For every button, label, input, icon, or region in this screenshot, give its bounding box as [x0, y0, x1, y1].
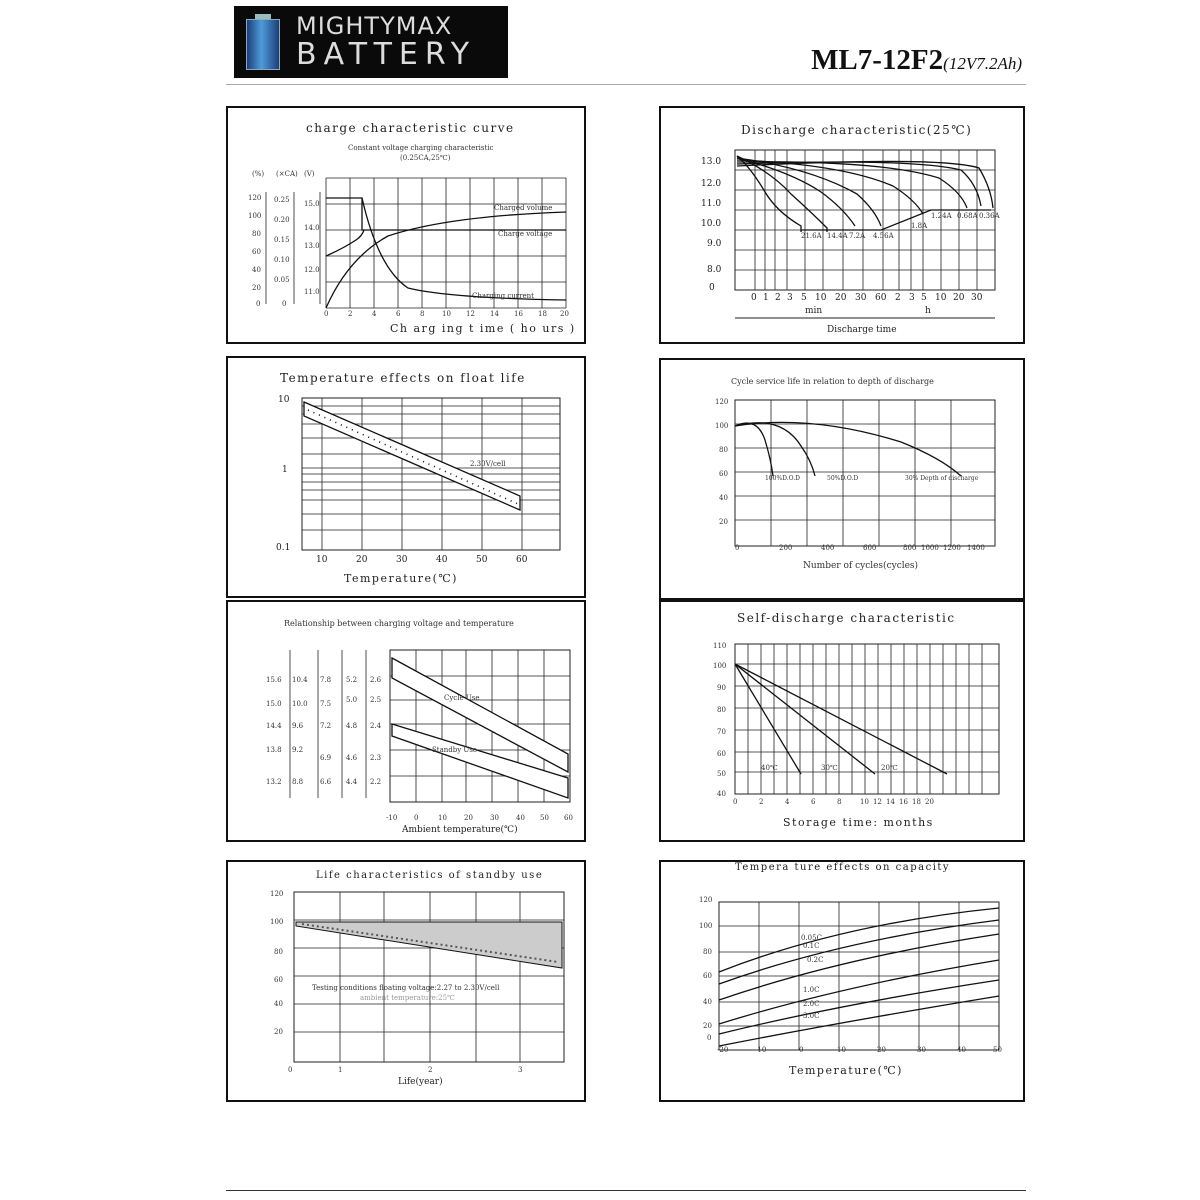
standby-life-x-tick: 1 [338, 1066, 343, 1074]
discharge-x-tick: 5 [921, 293, 927, 303]
capacity-x-tick: 30 [917, 1046, 926, 1054]
cycle-x-tick: 1400 [967, 544, 985, 552]
capacity-x-tick: 20 [877, 1046, 886, 1054]
cv-col1-value: 15.6 [266, 676, 282, 684]
capacity-title: Tempera ture effects on capacity [735, 862, 951, 873]
cv-col4-value: 4.4 [346, 778, 358, 786]
cv-col5-value: 2.5 [370, 696, 382, 704]
discharge-grid [735, 150, 995, 290]
battery-icon [246, 14, 280, 70]
cycle-x-tick: 400 [821, 544, 835, 552]
capacity-y-ticks [699, 896, 712, 1042]
float-life-y-tick: 10 [278, 395, 290, 405]
cycle-use-label: Cycle Use [444, 694, 480, 702]
discharge-x-tick: 20 [835, 293, 847, 303]
discharge-x-ticks-h [895, 293, 983, 303]
cycle-y-ticks [715, 398, 728, 526]
standby-life-y-tick: 60 [274, 976, 283, 984]
discharge-x-tick: 30 [855, 293, 867, 303]
self-discharge-x-tick: 0 [733, 798, 738, 806]
unit-min: min [805, 306, 823, 316]
cycle-x-tick: 1200 [943, 544, 961, 552]
charge-y3-tick: 11.0 [304, 288, 320, 296]
charge-y1-tick: 20 [252, 284, 261, 292]
cv-col4 [346, 676, 358, 786]
capacity-x-tick: 50 [993, 1046, 1002, 1054]
cv-col1-value: 13.8 [266, 746, 282, 754]
model-spec: (12V7.2Ah) [943, 54, 1022, 73]
charge-y1-tick: 120 [248, 194, 262, 202]
charge-subtitle2: (0.25CA,25℃) [400, 154, 451, 162]
self-discharge-x-ticks [733, 798, 934, 806]
discharge-curve-label: 7.2A [849, 232, 866, 240]
cv-x-tick: 60 [564, 814, 573, 822]
discharge-y-tick: 8.0 [707, 265, 722, 275]
brand-line2: BATTERY [296, 37, 477, 72]
standby-life-y-tick: 100 [270, 918, 284, 926]
discharge-x-tick: 30 [971, 293, 983, 303]
charge-y3-tick: 15.0 [304, 200, 320, 208]
discharge-y-tick: 12.0 [701, 179, 722, 189]
self-discharge-x-tick: 10 [860, 798, 869, 806]
cycle-y-tick: 100 [715, 422, 729, 430]
cycle-x-tick: 200 [779, 544, 793, 552]
cv-col5-value: 2.6 [370, 676, 382, 684]
cv-xlabel: Ambient temperature(℃) [402, 825, 518, 835]
discharge-x-tick: 20 [953, 293, 965, 303]
self-discharge-y-tick: 70 [717, 728, 726, 736]
charge-y1-tick: 100 [248, 212, 262, 220]
cv-col3-value: 7.2 [320, 722, 332, 730]
curve-50-dod [735, 423, 815, 476]
standby-life-grid [294, 892, 564, 1062]
charge-x-tick: 16 [514, 310, 523, 318]
float-life-x-tick: 50 [476, 555, 488, 565]
cv-col3 [320, 676, 332, 786]
self-discharge-x-tick: 14 [886, 798, 895, 806]
self-discharge-y-tick: 80 [717, 706, 726, 714]
cv-col2-value: 8.8 [292, 778, 304, 786]
footer-divider [226, 1190, 1026, 1191]
cv-col5-value: 2.4 [370, 722, 382, 730]
cycle-xlabel: Number of cycles(cycles) [803, 561, 919, 571]
standby-note2: ambient temperature:25℃ [360, 994, 455, 1002]
cycle-y-tick: 20 [719, 518, 728, 526]
charge-x-tick: 12 [466, 310, 475, 318]
standby-life-panel [226, 860, 586, 1102]
standby-life-y-ticks [270, 890, 283, 1036]
capacity-grid [719, 902, 999, 1050]
discharge-x-tick: 5 [801, 293, 807, 303]
charge-voltage-title: Relationship between charging voltage and temperature [284, 619, 514, 628]
charge-y1-tick: 0 [256, 300, 261, 308]
self-discharge-curve-label: 20℃ [881, 764, 898, 772]
discharge-x-tick: 1 [763, 293, 769, 303]
discharge-x-tick: 2 [775, 293, 781, 303]
cv-col1 [266, 676, 282, 786]
charge-x-tick: 18 [538, 310, 547, 318]
cv-col2-value: 10.4 [292, 676, 308, 684]
capacity-curve-label: 0.2C [807, 956, 824, 964]
discharge-y-tick: 11.0 [701, 199, 722, 209]
standby-note1: Testing conditions floating voltage:2.27 to 2.30V/cell [312, 984, 500, 992]
discharge-y-tick: 10.0 [701, 219, 722, 229]
self-discharge-curve-label: 40℃ [761, 764, 778, 772]
standby-life-x-tick: 0 [288, 1066, 293, 1074]
charge-y1-ticks [248, 194, 261, 308]
discharge-x-tick: 0 [751, 293, 757, 303]
charge-x-tick: 20 [560, 310, 569, 318]
charge-y2-tick: 0.05 [274, 276, 290, 284]
capacity-x-tick: 10 [837, 1046, 846, 1054]
discharge-curve-label: 0.68A [957, 212, 978, 220]
cycle-y-tick: 60 [719, 470, 728, 478]
self-discharge-y-tick: 90 [717, 684, 726, 692]
self-discharge-x-tick: 4 [785, 798, 790, 806]
charged-volume-label: Charged volume [494, 204, 553, 212]
brand-line1: MIGHTYMAX [296, 12, 453, 40]
curve-0-05c [719, 908, 999, 972]
unit-h: h [925, 306, 931, 316]
capacity-x-tick: -10 [755, 1046, 767, 1054]
charge-voltage-label: Charge voltage [498, 230, 553, 238]
cv-x-tick: 30 [490, 814, 499, 822]
float-life-x-tick: 10 [316, 555, 328, 565]
col-head-percent: (%) [252, 170, 265, 178]
self-discharge-x-tick: 20 [925, 798, 934, 806]
standby-use-label: Standby Use [432, 746, 478, 754]
cv-x-ticks [386, 814, 573, 822]
capacity-curve-labels [801, 934, 824, 1020]
capacity-y-tick: 80 [703, 948, 712, 956]
cv-col4-value: 5.0 [346, 696, 358, 704]
cycle-x-tick: 600 [863, 544, 877, 552]
float-life-band [304, 402, 520, 510]
discharge-curve-label: 1.24A [931, 212, 952, 220]
charge-x-tick: 14 [490, 310, 499, 318]
charge-y3-tick: 12.0 [304, 266, 320, 274]
cycle-life-panel [659, 358, 1025, 600]
charge-y2-ticks [274, 196, 290, 308]
discharge-x-tick: 10 [815, 293, 827, 303]
cv-col2-value: 10.0 [292, 700, 308, 708]
charge-title: charge characteristic curve [306, 121, 515, 135]
standby-life-y-tick: 120 [270, 890, 284, 898]
cv-col3-value: 7.5 [320, 700, 332, 708]
self-discharge-x-tick: 18 [912, 798, 921, 806]
cv-x-tick: 20 [464, 814, 473, 822]
cycle-curve-label: 100%D.O.D [765, 475, 800, 482]
cv-col4-value: 5.2 [346, 676, 358, 684]
discharge-y-tick: 0 [709, 283, 715, 293]
capacity-curve-label: 3.0C [803, 1012, 820, 1020]
charge-voltage-rise-curve [326, 230, 364, 256]
cv-col5 [370, 676, 382, 786]
charge-y1-tick: 40 [252, 266, 261, 274]
discharge-x-tick: 2 [895, 293, 901, 303]
cv-x-tick: -10 [386, 814, 398, 822]
charge-y2-tick: 0 [282, 300, 287, 308]
float-life-panel [226, 356, 586, 598]
capacity-x-tick: 40 [957, 1046, 966, 1054]
capacity-y-tick: 20 [703, 1022, 712, 1030]
float-life-title: Temperature effects on float life [280, 371, 526, 385]
capacity-xlabel: Temperature(℃) [789, 1064, 903, 1077]
charge-x-tick: 8 [420, 310, 425, 318]
cv-col1-value: 15.0 [266, 700, 282, 708]
cycle-curve-label: 30% Depth of discharge [905, 475, 979, 482]
charge-y1-tick: 80 [252, 230, 261, 238]
charge-voltage-temperature-panel [226, 600, 586, 842]
discharge-characteristic-panel [659, 106, 1025, 344]
standby-life-y-tick: 80 [274, 948, 283, 956]
float-life-x-tick: 40 [436, 555, 448, 565]
discharge-x-tick: 10 [935, 293, 947, 303]
cv-col5-value: 2.2 [370, 778, 382, 786]
cv-col1-value: 14.4 [266, 722, 282, 730]
charge-x-tick: 10 [442, 310, 451, 318]
discharge-curve-label: 1.8A [911, 222, 928, 230]
self-discharge-title: Self-discharge characteristic [737, 611, 956, 625]
float-life-band-label: 2.30V/cell [470, 460, 506, 468]
capacity-y-tick: 0 [707, 1034, 712, 1042]
charge-x-tick: 4 [372, 310, 377, 318]
discharge-x-tick: 3 [909, 293, 915, 303]
cycle-y-tick: 120 [715, 398, 729, 406]
capacity-y-tick: 40 [703, 998, 712, 1006]
charge-y2-tick: 0.10 [274, 256, 290, 264]
self-discharge-y-tick: 110 [713, 642, 727, 650]
discharge-x-tick: 60 [875, 293, 887, 303]
discharge-curve-label: 21.6A [801, 232, 822, 240]
cycle-y-tick: 40 [719, 494, 728, 502]
float-life-x-ticks [316, 555, 528, 565]
curve-14-4a [737, 156, 827, 232]
charge-x-ticks [324, 310, 569, 318]
charge-x-tick: 2 [348, 310, 353, 318]
capacity-y-tick: 60 [703, 972, 712, 980]
cv-col3-value: 6.9 [320, 754, 332, 762]
capacity-curve-label: 0.05C [801, 934, 822, 942]
discharge-x-ticks-min [751, 293, 887, 303]
standby-life-band [296, 922, 562, 968]
discharge-x-tick: 3 [787, 293, 793, 303]
charge-y2-tick: 0.15 [274, 236, 290, 244]
capacity-curve-label: 1.0C [803, 986, 820, 994]
discharge-curve-labels [801, 212, 1001, 240]
float-life-y-tick: 1 [282, 465, 288, 475]
self-discharge-y-ticks [713, 642, 726, 798]
self-discharge-y-tick: 60 [717, 750, 726, 758]
col-head-ca: (×CA) [276, 170, 298, 178]
charge-y2-tick: 0.20 [274, 216, 290, 224]
cv-col2-value: 9.2 [292, 746, 304, 754]
charge-y2-tick: 0.25 [274, 196, 290, 204]
charging-current-label: Charging current [472, 292, 534, 300]
self-discharge-x-tick: 12 [873, 798, 882, 806]
self-discharge-x-tick: 8 [837, 798, 842, 806]
curve-30-dod [735, 422, 961, 476]
float-life-xlabel: Temperature(℃) [344, 572, 458, 585]
standby-life-x-tick: 3 [518, 1066, 523, 1074]
cv-col4-value: 4.8 [346, 722, 358, 730]
float-life-x-tick: 20 [356, 555, 368, 565]
capacity-x-tick: 0 [799, 1046, 804, 1054]
cycle-y-tick: 80 [719, 446, 728, 454]
charge-characteristic-panel [226, 106, 586, 344]
self-discharge-x-tick: 2 [759, 798, 764, 806]
header-divider [226, 84, 1026, 85]
cycle-title: Cycle service life in relation to depth of discharge [731, 377, 934, 386]
cv-x-tick: 10 [438, 814, 447, 822]
discharge-y-tick: 9.0 [707, 239, 722, 249]
brand-logo [234, 6, 508, 78]
cv-col1-value: 13.2 [266, 778, 282, 786]
curve-20c [735, 664, 947, 774]
standby-life-y-tick: 20 [274, 1028, 283, 1036]
capacity-x-tick: -20 [717, 1046, 729, 1054]
self-discharge-x-tick: 16 [899, 798, 908, 806]
cycle-x-ticks [735, 544, 985, 552]
standby-life-x-tick: 2 [428, 1066, 433, 1074]
cv-col3-value: 7.8 [320, 676, 332, 684]
float-life-y-tick: 0.1 [276, 543, 291, 553]
standby-use-band [392, 724, 568, 798]
capacity-curve-label: 0.1C [803, 942, 820, 950]
cycle-x-tick: 0 [735, 544, 740, 552]
self-discharge-curve-label: 30℃ [821, 764, 838, 772]
curve-100-dod [735, 423, 773, 476]
self-discharge-panel [659, 600, 1025, 842]
float-life-x-tick: 60 [516, 555, 528, 565]
capacity-y-tick: 120 [699, 896, 713, 904]
cv-col2-value: 9.6 [292, 722, 304, 730]
self-discharge-y-tick: 40 [717, 790, 726, 798]
self-discharge-y-tick: 100 [713, 662, 727, 670]
charge-xlabel: Ch arg ing t ime ( ho urs ) [390, 322, 576, 335]
standby-life-title: Life characteristics of standby use [316, 870, 544, 881]
standby-life-y-tick: 40 [274, 1000, 283, 1008]
col-head-v: (V) [304, 170, 315, 178]
model-name: ML7-12F2 [811, 44, 944, 76]
cv-col4-value: 4.6 [346, 754, 358, 762]
discharge-curve-label: 4.56A [873, 232, 894, 240]
discharge-y-ticks [701, 157, 722, 293]
standby-life-xlabel: Life(year) [398, 1077, 443, 1087]
discharge-y-tick: 13.0 [701, 157, 722, 167]
charge-y3-ticks [304, 200, 320, 296]
discharge-curve-label: 0.36A [979, 212, 1000, 220]
cycle-x-tick: 800 [903, 544, 917, 552]
discharge-curve-label: 14.4A [827, 232, 848, 240]
capacity-y-tick: 100 [699, 922, 713, 930]
self-discharge-x-tick: 6 [811, 798, 816, 806]
capacity-curve-label: 2.0C [803, 1000, 820, 1008]
charge-y3-tick: 14.0 [304, 224, 320, 232]
cycle-curve-label: 50%D.O.D [827, 475, 859, 482]
charge-subtitle1: Constant voltage charging characteristic [348, 144, 494, 152]
charge-y3-tick: 13.0 [304, 242, 320, 250]
float-life-x-tick: 30 [396, 555, 408, 565]
curve-30c [735, 664, 875, 774]
cv-col3-value: 6.6 [320, 778, 332, 786]
charge-y1-tick: 60 [252, 248, 261, 256]
discharge-xlabel: Discharge time [827, 325, 897, 335]
charge-x-tick: 6 [396, 310, 401, 318]
cycle-x-tick: 1000 [921, 544, 939, 552]
cv-col5-value: 2.3 [370, 754, 382, 762]
capacity-temperature-panel [659, 860, 1025, 1102]
cv-x-tick: 0 [414, 814, 419, 822]
charge-x-tick: 0 [324, 310, 329, 318]
cv-col2 [292, 676, 308, 786]
standby-life-x-ticks [288, 1066, 522, 1074]
cv-x-tick: 50 [540, 814, 549, 822]
self-discharge-xlabel: Storage time: months [783, 816, 934, 829]
self-discharge-y-tick: 50 [717, 770, 726, 778]
cv-x-tick: 40 [516, 814, 525, 822]
model-title [811, 44, 1022, 77]
discharge-title: Discharge characteristic(25℃) [741, 123, 973, 137]
